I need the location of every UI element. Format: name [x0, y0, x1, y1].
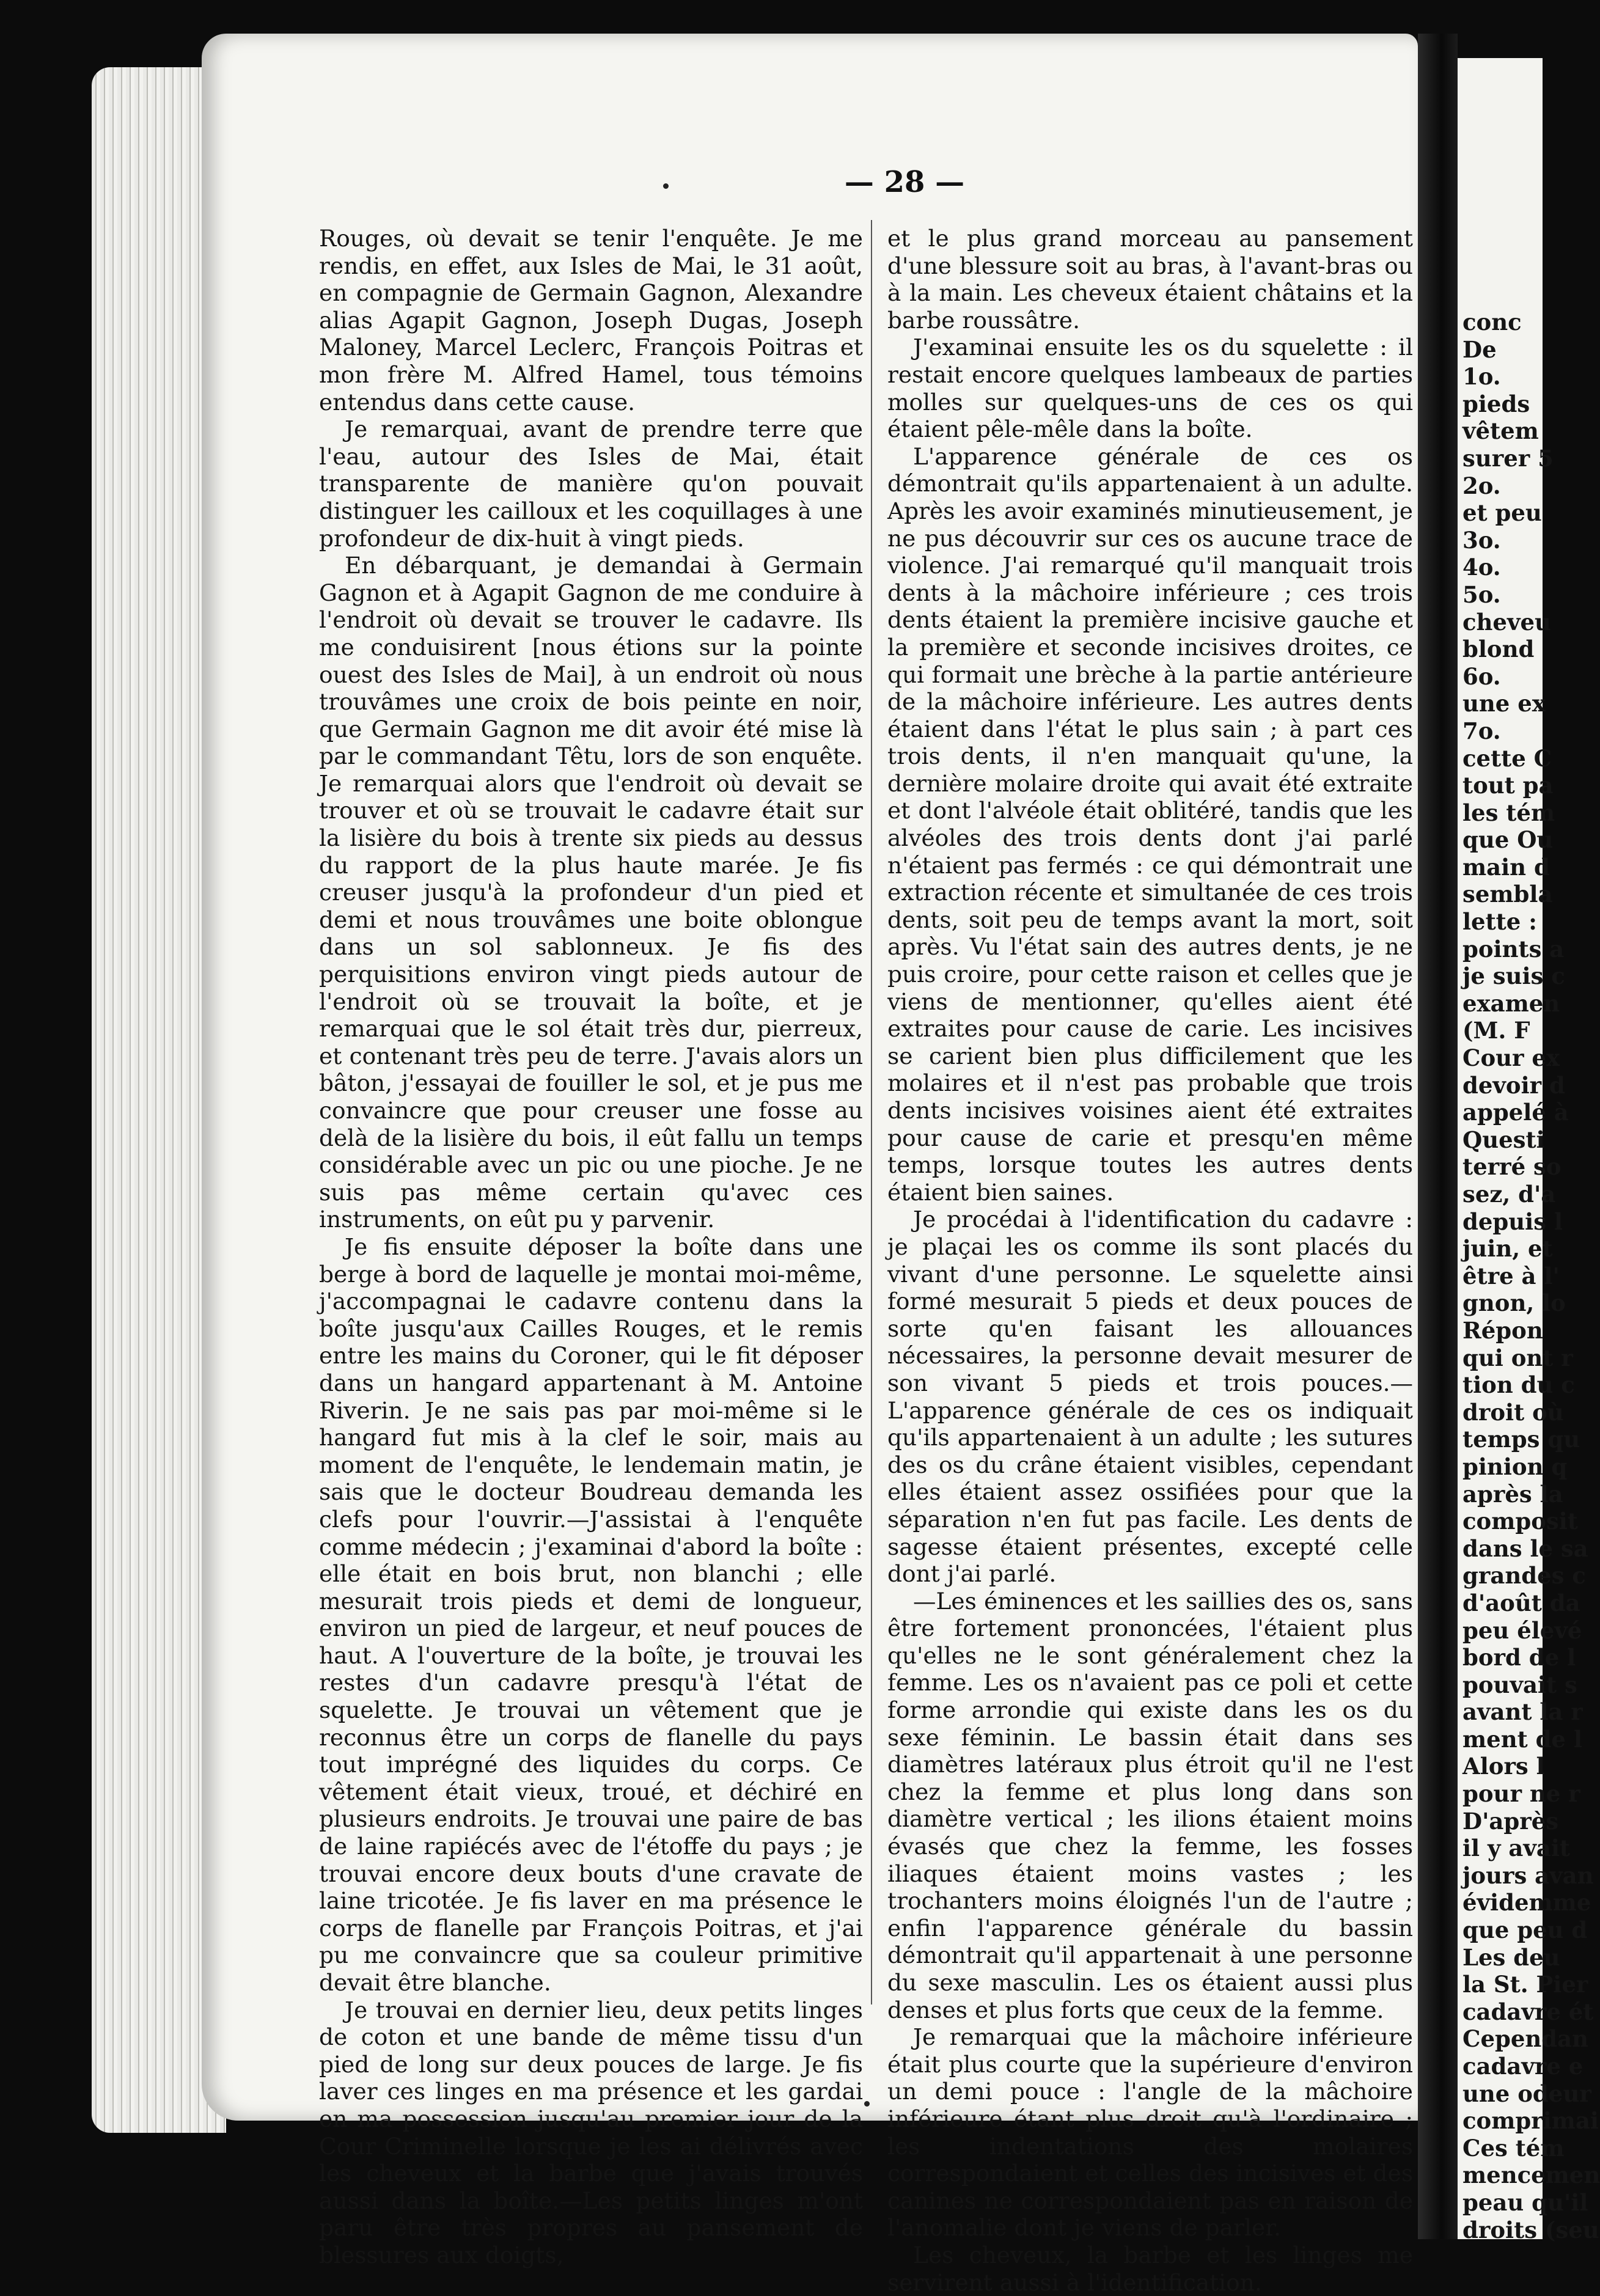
left-text-column	[319, 225, 863, 2269]
facing-line: temps qu	[1462, 1426, 1580, 1453]
facing-line: après la	[1462, 1480, 1563, 1508]
facing-line: depuis l	[1462, 1208, 1563, 1235]
paragraph: Les cheveux, la barbe et les linges me servirent aussi à l'identification.	[887, 2241, 1413, 2296]
facing-line: qui ont r	[1462, 1344, 1573, 1371]
facing-line: tout pa	[1462, 772, 1554, 799]
paragraph: En débarquant, je demandai à Germain Gagnon et à Agapit Gagnon de me conduire à l'endroit où devait se trouver le cadavre. Ils me conduisirent [nous étions sur la pointe ouest des Isles de Mai], à un endroit où nous trouvâmes une croix de bois peinte en noir, que Germain Gagnon me dit avoir été mise là par le commandant Têtu, lors de son enquête. Je remarquai alors que l'endroit où devait se trouver et où se trouvait le cadavre était sur la lisière du bois à trente six pieds au dessus du rapport de la plus haute marée. Je fis creuser jusqu'à la profondeur d'un pied et demi et nous trouvâmes une boite oblongue dans un sol sablonneux. Je fis des perquisitions environ vingt pieds autour de l'endroit où se trouvait la boîte, et je remarquai que le sol était très dur, pierreux, et contenant très peu de terre. J'avais alors un bâton, j'essayai de fouiller le sol, et je pus me convaincre que pour creuser une fosse au delà de la lisière du bois, il eût fallu un temps considérable avec un pic ou une pioche. Je ne suis pas même certain qu'avec ces instruments, on eût pu y parvenir.	[319, 552, 863, 1233]
paragraph: Je fis ensuite déposer la boîte dans une berge à bord de laquelle je montai moi-même, j'accompagnai le cadavre contenu dans la boîte jusqu'aux Cailles Rouges, et le remis entre les mains du Coroner, qui le fit déposer dans un hangard appartenant à M. Antoine Riverin. Je ne sais pas par moi-même si le hangard fut mis à la clef le soir, mais au moment de l'enquête, le lendemain matin, je sais que le docteur Boudreau demanda les clefs pour l'ouvrir.—J'assistai à l'enquête comme médecin ; j'examinai d'abord la boîte : elle était en bois brut, non blanchi ; elle mesurait trois pieds et demi de longueur, environ un pied de largeur, et neuf pouces de haut. A l'ouverture de la boîte, je trouvai les restes d'un cadavre presqu'à l'état de squelette. Je trouvai un vêtement que je reconnus être un corps de flanelle du pays tout imprégné des liquides du corps. Ce vêtement était vieux, troué, et déchiré en plusieurs endroits. Je trouvai une paire de bas de laine rapiécés avec de l'étoffe du pays ; je trouvai encore deux bouts d'une cravate de laine tricotée. Je fis laver en ma présence le corps de flanelle par François Poitras, et j'ai pu me convaincre que sa couleur primitive devait être blanche.	[319, 1233, 863, 1996]
paragraph: Je procédai à l'identification du cadavre : je plaçai les os comme ils sont placés du vivant d'une personne. Le squelette ainsi formé mesurait 5 pieds et deux pouces de sorte qu'en faisant les allouances nécessaires, la personne devait mesurer de son vivant 5 pieds et trois pouces.—L'apparence générale de ces os indiquait qu'ils appartenaient à un adulte ; les sutures des os du crâne étaient visibles, cependant elles étaient assez ossifiées pour que la séparation n'en fut pas facile. Les dents de sagesse étaient présentes, excepté celle dont j'ai parlé.	[887, 1206, 1413, 1588]
facing-line: devoir d	[1462, 1071, 1565, 1099]
paragraph: L'apparence générale de ces os démontrait qu'ils appartenaient à un adulte. Après les avoir examinés minutieusement, je ne pus découvrir sur ces os aucune trace de violence. J'ai remarqué qu'il manquait trois dents à la mâchoire inférieure ; ces trois dents étaient la première incisive gauche et la première et seconde incisives droites, ce qui formait une brèche à la partie antérieure de la mâchoire inférieure. Les autres dents étaient dans l'état le plus sain ; à part ces trois dents, il n'en manquait qu'une, la dernière molaire droite qui avait été extraite et dont l'alvéole était oblitéré, tandis que les alvéoles des trois dents dont j'ai parlé n'étaient pas fermés : ce qui démontrait une extraction récente et simultanée de ces trois dents, soit peu de temps avant la mort, soit après. Vu l'état sain des autres dents, je ne puis croire, pour cette raison et celles que je viens de mentionner, qu'elles aient été extraites pour cause de carie. Les incisives se carient bien plus difficilement que les molaires et il n'est pas probable que trois dents incisives voisines aient été extraites pour cause de carie et presqu'en même temps, lorsque toutes les autres dents étaient bien saines.	[887, 442, 1413, 1206]
right-text-column	[887, 225, 1413, 2296]
ink-speck	[663, 183, 669, 189]
facing-line: cadavre e	[1462, 2053, 1583, 2080]
paragraph: Je trouvai en dernier lieu, deux petits linges de coton et une bande de même tissu d'un pied de long sur deux pouces de large. Je fis laver ces linges en ma présence et les gardai en ma possession jusqu'au premier jour de la Cour Criminelle lorsque je les ai délivrés avec les cheveux et la barbe que j'avais trouvés aussi dans la boîte.—Les petits linges m'ont paru être très propres au pansement de blessures aux doigts,	[319, 1996, 863, 2268]
paragraph: —Les éminences et les saillies des os, sans être fortement prononcées, l'étaient plus qu'elles ne le sont généralement chez la femme. Les os n'avaient pas ce poli et cette forme arrondie qui existe dans les os du sexe féminin. Le bassin était dans ses diamètres latéraux plus étroit qu'il ne l'est chez la femme et plus long dans son diamètre vertical ; les ilions étaient moins évasés que chez la femme, les fosses iliaques étaient moins vastes ; les trochanters moins éloignés l'un de l'autre ; enfin l'apparence générale du bassin démontrait qu'il appartenait à une personne du sexe masculin. Les os étaient aussi plus denses et plus forts que ceux de la femme.	[887, 1587, 1413, 2023]
facing-line: 1o.	[1462, 363, 1501, 391]
paragraph: J'examinai ensuite les os du squelette : il restait encore quelques lambeaux de parties molles sur quelques-uns de ces os qui étaient pêle-mêle dans la boîte.	[887, 334, 1413, 443]
facing-line: lette :	[1462, 908, 1537, 936]
facing-line: dans le sa	[1462, 1535, 1588, 1562]
facing-line: une odeur	[1462, 2080, 1591, 2107]
facing-line: conc	[1462, 309, 1522, 336]
facing-line: vêtem	[1462, 417, 1539, 445]
facing-line: Cour ex	[1462, 1044, 1560, 1072]
facing-line: (M. F	[1462, 1017, 1530, 1044]
facing-line: peu élevé	[1462, 1616, 1582, 1644]
facing-line: 2o.	[1462, 472, 1501, 499]
facing-line: pieds	[1462, 390, 1530, 417]
facing-line: juin, et	[1462, 1235, 1553, 1263]
facing-line: Alors l	[1462, 1753, 1545, 1780]
facing-line: Répon	[1462, 1316, 1543, 1344]
facing-line: cette C	[1462, 744, 1552, 772]
facing-line: 5o.	[1462, 581, 1501, 608]
facing-line: pour ne r	[1462, 1780, 1580, 1808]
facing-line: mencemen	[1462, 2162, 1600, 2189]
facing-line: une ex	[1462, 690, 1546, 717]
facing-line: jours avan	[1462, 1861, 1594, 1889]
facing-line: blond	[1462, 636, 1535, 663]
facing-line: et peu	[1462, 499, 1542, 527]
facing-line: sembla	[1462, 881, 1553, 908]
facing-line: les tém	[1462, 799, 1555, 826]
facing-line: 4o.	[1462, 554, 1501, 581]
facing-line: points a	[1462, 935, 1565, 963]
ink-speck	[864, 2101, 870, 2107]
paragraph: Je remarquai que la mâchoire inférieure était plus courte que la supérieure d'environ un demi pouce : l'angle de la mâchoire inférieure étant plus droit qu'à l'ordinaire ; les indentations des molaires correspondaient et celles des incisives et des canines ne correspondaient pas en raison de l'anomalie dont je viens de parler.	[887, 2023, 1413, 2242]
facing-line: 7o.	[1462, 717, 1501, 744]
paragraph: Je remarquai, avant de prendre terre que l'eau, autour des Isles de Mai, était transparente de manière qu'on pouvait distinguer les cailloux et les coquillages à une profondeur de dix-huit à vingt pieds.	[319, 416, 863, 552]
facing-line: 6o.	[1462, 662, 1501, 690]
facing-line: terré so	[1462, 1153, 1561, 1181]
facing-line: Ces tém	[1462, 2134, 1565, 2162]
facing-line: comprimai	[1462, 2107, 1599, 2135]
facing-line: ment de l	[1462, 1725, 1582, 1753]
facing-line: que peu d	[1462, 1916, 1588, 1944]
facing-line: droit où	[1462, 1398, 1564, 1426]
facing-line: Cependan	[1462, 2025, 1589, 2053]
facing-line: évidemme	[1462, 1889, 1591, 1916]
facing-line: d'août da	[1462, 1589, 1580, 1616]
paragraph: Rouges, où devait se tenir l'enquête. Je me rendis, en effet, aux Isles de Mai, le 31 août, en compagnie de Germain Gagnon, Alexandre alias Agapit Gagnon, Joseph Dugas, Joseph Maloney, Marcel Leclerc, François Poitras et mon frère M. Alfred Hamel, tous témoins entendus dans cette cause.	[319, 225, 863, 416]
page-number: — 28 —	[844, 165, 965, 199]
facing-line: grandes c	[1462, 1562, 1586, 1590]
facing-line: droits (seu	[1462, 2216, 1599, 2243]
facing-line: cheveu	[1462, 608, 1551, 636]
facing-line: il y avait	[1462, 1835, 1570, 1862]
facing-line: 3o.	[1462, 526, 1501, 554]
facing-line: De	[1462, 336, 1497, 363]
facing-line: sez, d'a	[1462, 1181, 1556, 1208]
facing-line: je suis c	[1462, 963, 1565, 990]
facing-page-text	[1462, 309, 1600, 2243]
paragraph: et le plus grand morceau au pansement d'une blessure soit au bras, à l'avant-bras ou à la main. Les cheveux étaient châtains et la barbe roussâtre.	[887, 225, 1413, 334]
facing-line: pinion q	[1462, 1453, 1568, 1480]
column-divider	[871, 220, 872, 2004]
facing-line: D'après	[1462, 1807, 1559, 1835]
facing-line: examen	[1462, 989, 1560, 1017]
facing-line: tion du c	[1462, 1371, 1575, 1399]
facing-line: la St. Pier	[1462, 1971, 1588, 1998]
facing-line: peau qu'il	[1462, 2188, 1588, 2216]
gutter-shadow	[1418, 34, 1458, 2239]
facing-line: Les deu	[1462, 1943, 1560, 1971]
facing-line: pouvait s	[1462, 1671, 1577, 1698]
facing-page	[1458, 58, 1600, 2243]
facing-line: cadavre ét	[1462, 1998, 1594, 2025]
facing-line: gnon, lo	[1462, 1289, 1566, 1317]
facing-line: main d	[1462, 853, 1550, 881]
facing-line: composit	[1462, 1508, 1578, 1535]
facing-line: avant la r	[1462, 1698, 1583, 1726]
facing-line: que Ou	[1462, 826, 1554, 854]
facing-line: surer 5	[1462, 444, 1554, 472]
facing-line: être à l'	[1462, 1262, 1560, 1289]
facing-line: appelé à	[1462, 1099, 1569, 1126]
facing-line: bord de l	[1462, 1644, 1576, 1671]
facing-line: Questi	[1462, 1126, 1545, 1153]
